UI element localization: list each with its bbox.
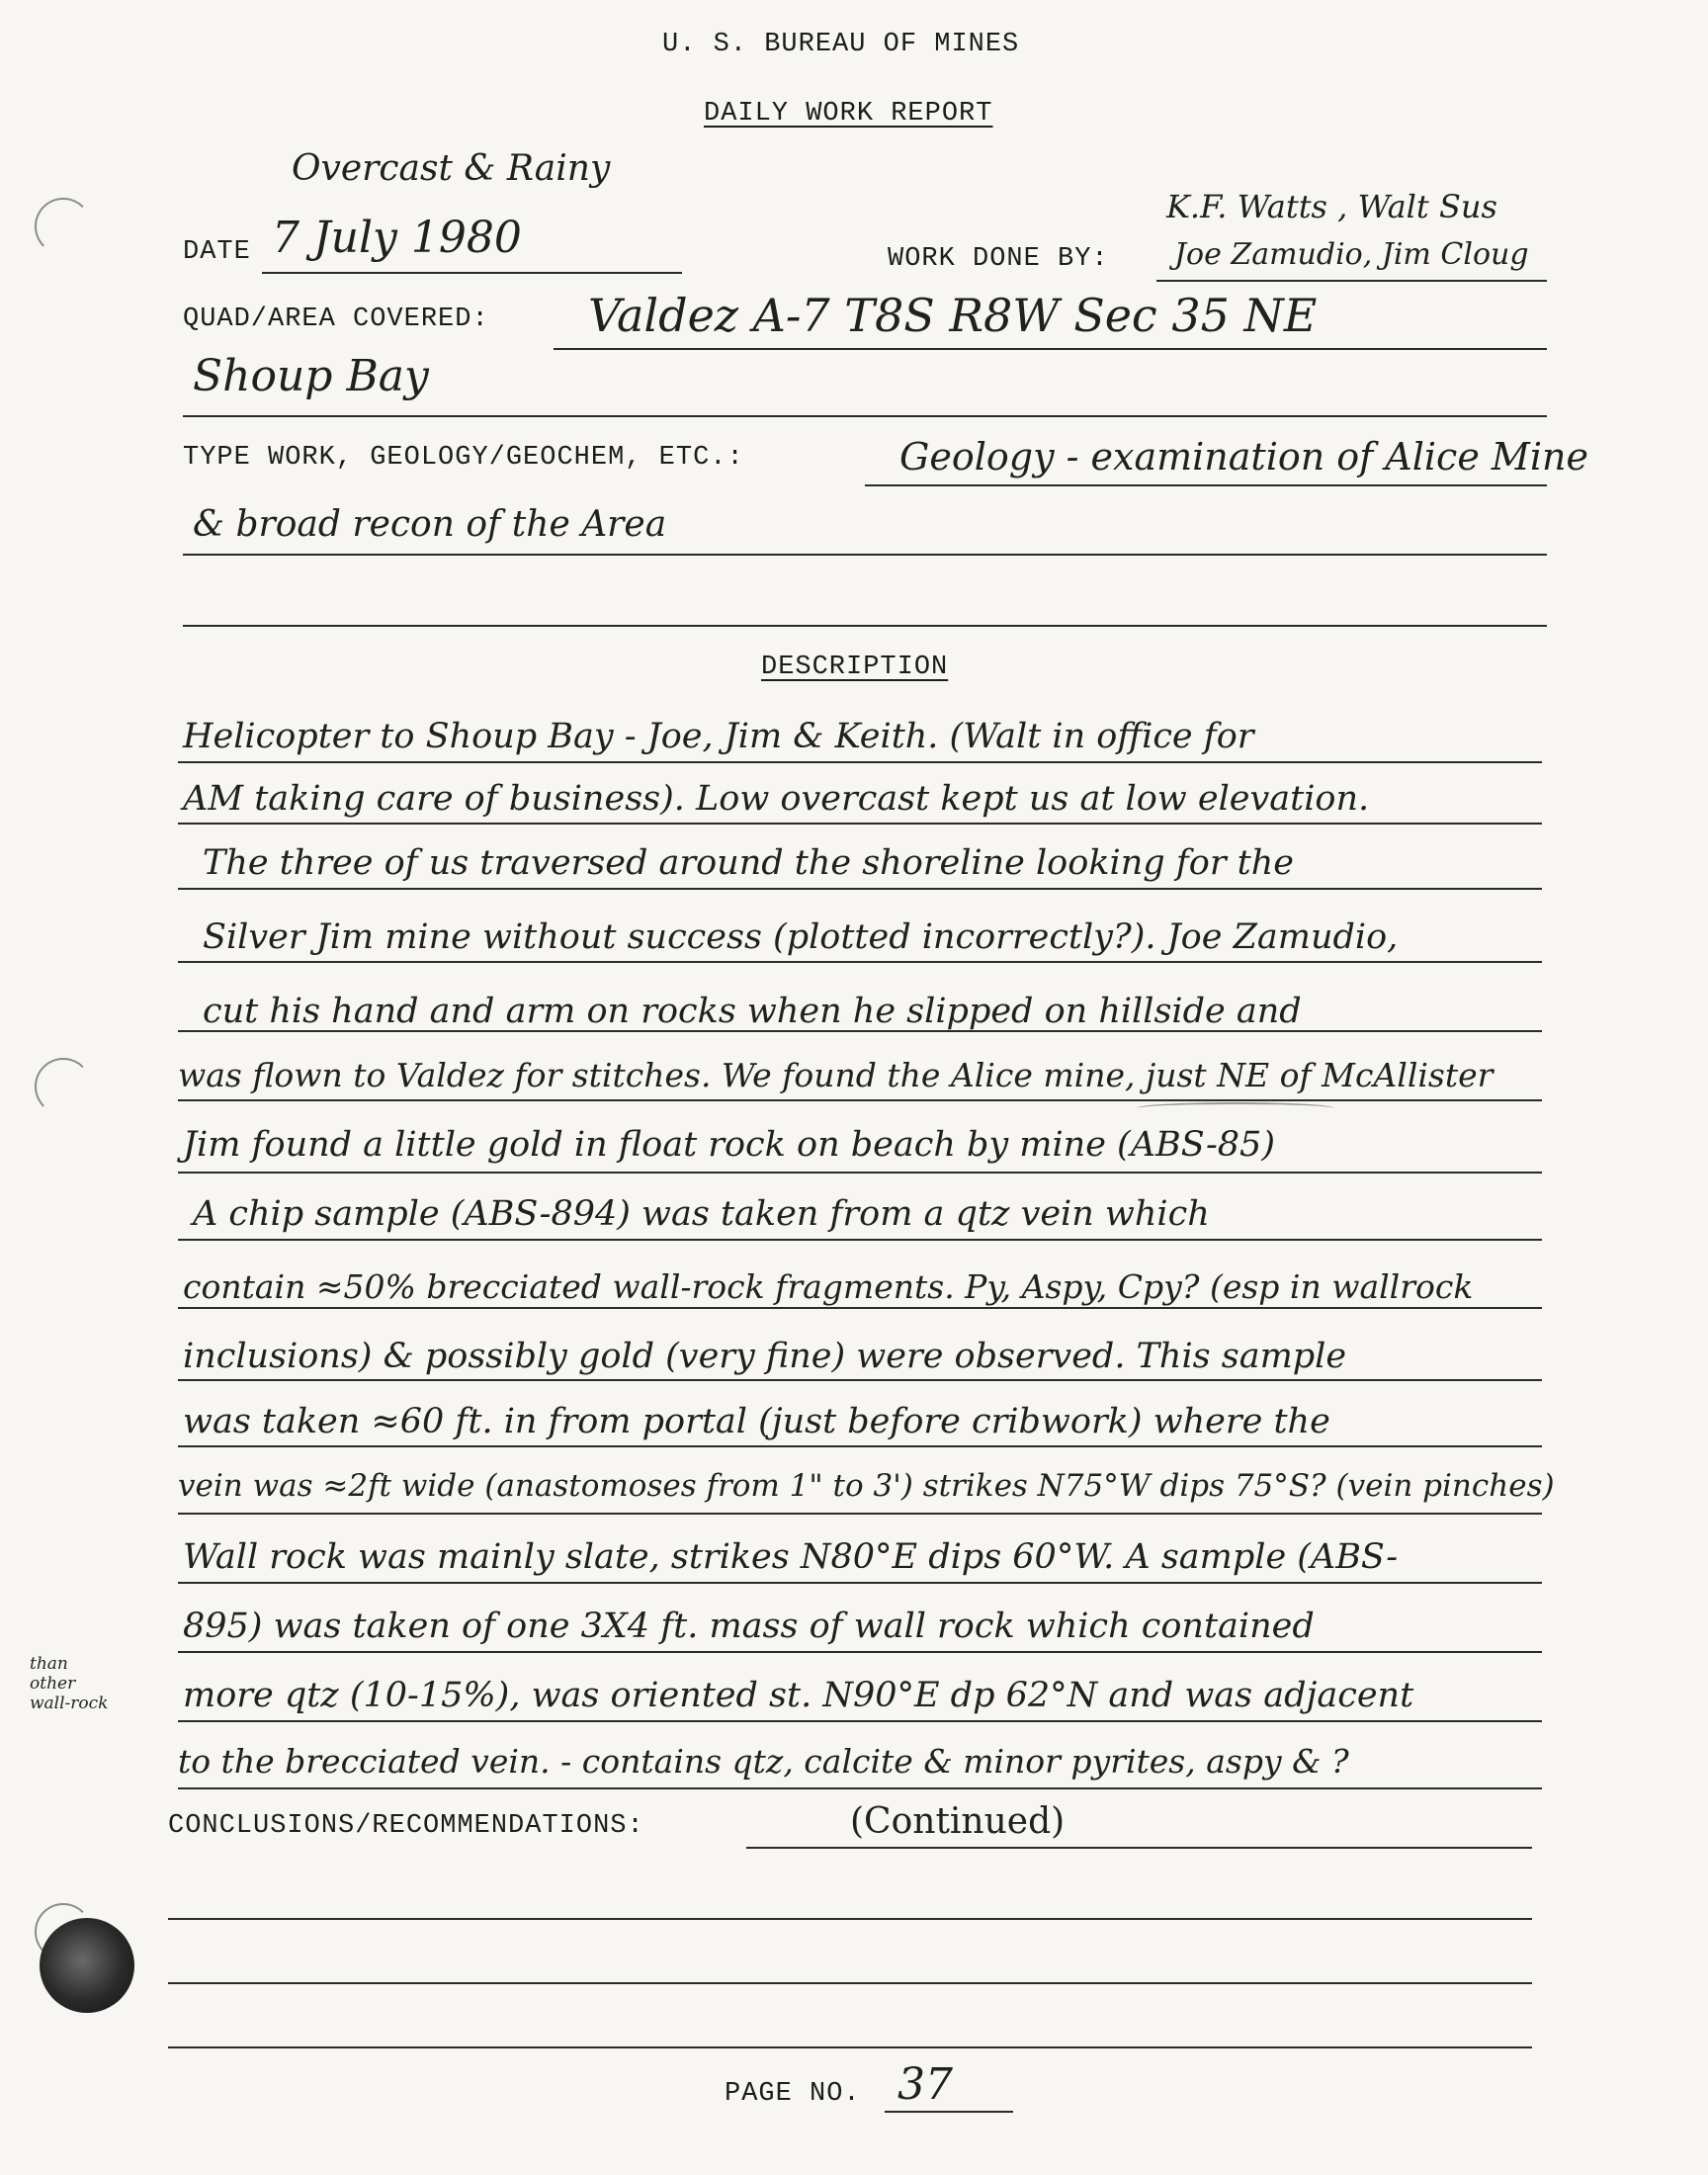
work-done-by-value-2: Joe Zamudio, Jim Cloug bbox=[1174, 237, 1529, 272]
description-line: to the brecciated vein. - contains qtz, calcite & minor pyrites, aspy & ? bbox=[178, 1742, 1349, 1781]
work-done-by-line bbox=[1156, 280, 1547, 282]
type-work-label: TYPE WORK, GEOLOGY/GEOCHEM, ETC.: bbox=[183, 443, 744, 473]
description-rule bbox=[178, 1239, 1542, 1241]
quad-line bbox=[554, 348, 1547, 350]
description-line: was flown to Valdez for stitches. We found the Alice mine, just NE of McAllister bbox=[178, 1056, 1494, 1094]
quad-line-2 bbox=[183, 415, 1547, 417]
description-line: Helicopter to Shoup Bay - Joe, Jim & Keith. (Walt in office for bbox=[183, 717, 1254, 756]
type-work-line bbox=[865, 484, 1547, 486]
description-rule bbox=[178, 1307, 1542, 1309]
work-done-by-label: WORK DONE BY: bbox=[888, 244, 1109, 274]
date-label: DATE bbox=[183, 237, 251, 267]
punch-hole-bottom bbox=[40, 1918, 134, 2013]
date-value: 7 July 1980 bbox=[272, 213, 522, 263]
page-number-line bbox=[885, 2111, 1013, 2113]
date-line bbox=[262, 272, 682, 274]
quad-label: QUAD/AREA COVERED: bbox=[183, 304, 489, 334]
quad-value: Valdez A-7 T8S R8W Sec 35 NE bbox=[588, 289, 1318, 342]
description-rule bbox=[178, 1099, 1542, 1101]
weather-note: Overcast & Rainy bbox=[292, 148, 611, 189]
description-line: Jim found a little gold in float rock on beach by mine (ABS-85) bbox=[183, 1125, 1275, 1165]
description-line: vein was ≈2ft wide (anastomoses from 1" to 3') strikes N75°W dips 75°S? (vein pinches) bbox=[178, 1468, 1555, 1504]
conclusions-line-4 bbox=[168, 2046, 1532, 2048]
conclusions-line-3 bbox=[168, 1982, 1532, 1984]
type-work-value: Geology - examination of Alice Mine bbox=[899, 435, 1588, 478]
agency-title: U. S. BUREAU OF MINES bbox=[662, 30, 1020, 59]
description-rule bbox=[178, 1582, 1542, 1584]
description-line: inclusions) & possibly gold (very fine) were observed. This sample bbox=[183, 1337, 1347, 1376]
punch-hole-middle bbox=[35, 1058, 92, 1115]
type-work-line-3 bbox=[183, 625, 1547, 627]
page-number: 37 bbox=[897, 2059, 953, 2110]
punch-hole-top bbox=[35, 198, 92, 255]
description-underline-mark bbox=[1137, 1102, 1334, 1114]
description-line: cut his hand and arm on rocks when he slipped on hillside and bbox=[203, 992, 1302, 1031]
description-rule bbox=[178, 888, 1542, 890]
conclusions-line bbox=[746, 1847, 1532, 1849]
form-title: DAILY WORK REPORT bbox=[704, 99, 993, 129]
description-line: more qtz (10-15%), was oriented st. N90°E dp 62°N and was adjacent bbox=[183, 1676, 1414, 1715]
description-rule bbox=[178, 1720, 1542, 1722]
description-line: contain ≈50% brecciated wall-rock fragments. Py, Aspy, Cpy? (esp in wallrock bbox=[183, 1267, 1474, 1306]
type-work-value-line2: & broad recon of the Area bbox=[193, 504, 667, 545]
description-rule bbox=[178, 1379, 1542, 1381]
type-work-line-2 bbox=[183, 554, 1547, 556]
conclusions-value: (Continued) bbox=[850, 1801, 1066, 1842]
description-rule bbox=[178, 761, 1542, 763]
description-rule bbox=[178, 1787, 1542, 1789]
description-rule bbox=[178, 1030, 1542, 1032]
description-rule bbox=[178, 961, 1542, 963]
description-line: was taken ≈60 ft. in from portal (just before cribwork) where the bbox=[183, 1402, 1330, 1441]
description-rule bbox=[178, 1445, 1542, 1447]
description-rule bbox=[178, 823, 1542, 825]
work-done-by-value-1: K.F. Watts , Walt Sus bbox=[1166, 188, 1497, 225]
description-line: 895) was taken of one 3X4 ft. mass of wall rock which contained bbox=[183, 1607, 1315, 1646]
description-line: Silver Jim mine without success (plotted incorrectly?). Joe Zamudio, bbox=[203, 917, 1399, 957]
margin-note: than other wall-rock bbox=[30, 1654, 109, 1713]
description-rule bbox=[178, 1513, 1542, 1515]
page-label: PAGE NO. bbox=[725, 2079, 861, 2109]
description-line: A chip sample (ABS-894) was taken from a qtz vein which bbox=[193, 1194, 1210, 1234]
description-heading: DESCRIPTION bbox=[761, 652, 949, 682]
description-rule bbox=[178, 1172, 1542, 1174]
quad-value-line2: Shoup Bay bbox=[193, 351, 429, 401]
description-rule bbox=[178, 1651, 1542, 1653]
description-line: AM taking care of business). Low overcast kept us at low elevation. bbox=[183, 779, 1370, 819]
description-line: The three of us traversed around the shoreline looking for the bbox=[203, 843, 1295, 883]
conclusions-label: CONCLUSIONS/RECOMMENDATIONS: bbox=[168, 1811, 644, 1841]
conclusions-line-2 bbox=[168, 1918, 1532, 1920]
description-line: Wall rock was mainly slate, strikes N80°E dips 60°W. A sample (ABS- bbox=[183, 1537, 1399, 1577]
